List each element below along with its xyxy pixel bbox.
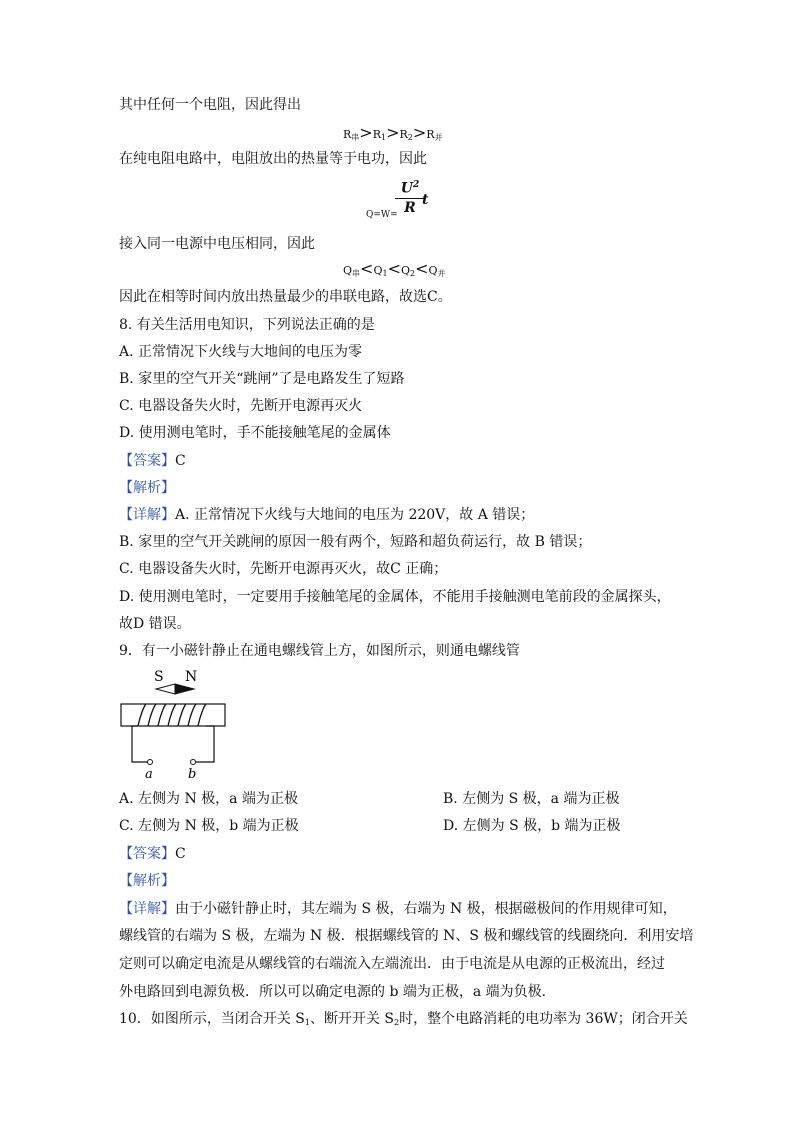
q8-detail-b: B. 家里的空气开关跳闸的原因一般有两个，短路和超负荷运行，故 B 错误；	[119, 534, 592, 550]
q8-option-a: A. 正常情况下火线与大地间的电压为零	[119, 344, 363, 360]
q9-detail-2: 螺线管的右端为 S 极，左端为 N 极．根据螺线管的 N、S 极和螺线管的线圈绕向．利用安培	[119, 928, 694, 944]
needle-n-label: N	[185, 669, 198, 685]
q8-option-b: B. 家里的空气开关“跳闸”了是电路发生了短路	[119, 371, 405, 387]
q9-detail-3: 定则可以确定电流是从螺线管的右端流入左端流出．由于电流是从电源的正极流出，经过	[119, 956, 665, 972]
solenoid-tube	[121, 704, 225, 726]
paragraph-3: 接入同一电源中电压相同，因此	[119, 236, 315, 252]
q8-detail-a: 【详解】A. 正常情况下火线与大地间的电压为 220V，故 A 错误；	[119, 507, 535, 523]
needle-s-label: S	[154, 669, 164, 685]
terminal-b	[191, 760, 196, 765]
q8-stem: 8. 有关生活用电知识，下列说法正确的是	[119, 317, 375, 333]
paragraph-1: 其中任何一个电阻，因此得出	[119, 97, 301, 113]
q8-option-c: C. 电器设备失火时，先断开电源再灭火	[119, 398, 363, 414]
terminal-a-label: a	[145, 767, 153, 782]
q9-analysis-label: 【解析】	[119, 873, 175, 889]
q8-answer: 【答案】C	[119, 453, 186, 469]
q8-analysis-label: 【解析】	[119, 480, 175, 496]
equation-heat-order: $Q_串<Q_1<Q_2<Q_并$	[343, 259, 446, 278]
paragraph-2: 在纯电阻电路中，电阻放出的热量等于电功，因此	[119, 151, 427, 167]
q8-detail-d1: D. 使用测电笔时，一定要用手接触笔尾的金属体，不能用手接触测电笔前段的金属探头，	[119, 589, 671, 605]
needle-n-half	[175, 684, 194, 694]
equation-resistance-order: $R_串>R_1>R_2>R_并$	[343, 123, 443, 142]
q9-detail-1: 【详解】由于小磁针静止时，其左端为 S 极，右端为 N 极，根据磁极间的作用规律可知，	[119, 901, 677, 917]
q9-option-a: A. 左侧为 N 极，a 端为正极	[119, 791, 298, 807]
q9-option-d: D. 左侧为 S 极，b 端为正极	[443, 818, 621, 834]
q8-detail-d2: 故D 错误。	[119, 616, 191, 632]
paragraph-4: 因此在相等时间内放出热量最少的串联电路，故选C。	[119, 289, 452, 305]
terminal-a	[148, 760, 153, 765]
needle-s-half	[156, 684, 175, 694]
q9-option-b: B. 左侧为 S 极，a 端为正极	[443, 791, 620, 807]
q8-detail-c: C. 电器设备失火时，先断开电源再灭火，故C 正确；	[119, 561, 448, 577]
solenoid-figure	[118, 664, 230, 782]
terminal-b-label: b	[188, 767, 197, 782]
circuit-wires	[132, 726, 214, 762]
q9-detail-4: 外电路回到电源负极．所以可以确定电源的 b 端为正极，a 端为负极．	[119, 984, 556, 1000]
q9-option-c: C. 左侧为 N 极，b 端为正极	[119, 818, 299, 834]
q8-option-d: D. 使用测电笔时，手不能接触笔尾的金属体	[119, 425, 391, 441]
q9-stem: 9．有一小磁针静止在通电螺线管上方，如图所示，则通电螺线管	[119, 643, 520, 659]
q10-stem: 10．如图所示，当闭合开关 $S_1$、断开开关 $S_2$时，整个电路消耗的电功率为 36W；闭合开关	[119, 1011, 688, 1027]
q9-answer: 【答案】C	[119, 846, 186, 862]
